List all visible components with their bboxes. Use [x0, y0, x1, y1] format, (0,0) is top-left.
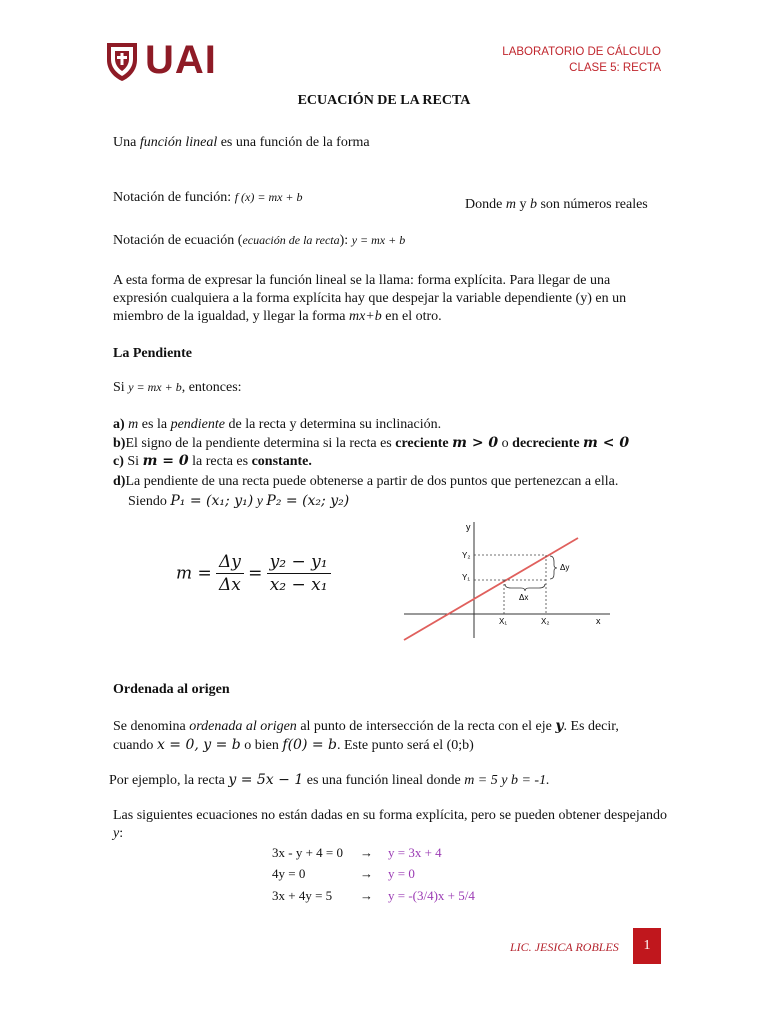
- formula-eq: =: [248, 563, 263, 584]
- notation-equation-close: ):: [339, 233, 352, 248]
- item-b-letter: b): [113, 436, 126, 451]
- explicit-paragraph: [113, 272, 668, 326]
- page-title: ECUACIÓN DE LA RECTA: [297, 93, 471, 108]
- intercept-p2-or: o bien: [240, 738, 283, 753]
- footer-author: LIC. JESICA ROBLES: [510, 940, 619, 954]
- arrow-icon: →: [360, 888, 373, 903]
- item-a-m: m: [124, 417, 139, 432]
- regression-line: [404, 538, 578, 640]
- intercept-line-1: [113, 718, 619, 735]
- fraction-points-num: y₂ − y₁: [267, 552, 331, 574]
- label-dx: Δx: [519, 593, 529, 602]
- item-c-text: Si: [123, 454, 143, 469]
- intercept-p1-prefix: Se denomina: [113, 719, 190, 734]
- example-vals: m = 5 y b = -1.: [464, 773, 550, 788]
- item-b-dec-expr: m < 0: [583, 435, 630, 451]
- item-c-expr: m = 0: [142, 453, 189, 469]
- slope-item-d: [113, 474, 618, 490]
- slope-item-c: [113, 453, 312, 470]
- non-explicit-colon: :: [119, 826, 124, 841]
- where-note: [465, 197, 648, 213]
- where-suffix: son números reales: [536, 197, 648, 212]
- notation-equation: [113, 233, 405, 249]
- formula-lhs: m =: [176, 563, 212, 584]
- item-a-mid: es la: [138, 417, 171, 432]
- fraction-points: [267, 552, 331, 595]
- item-b-grow: creciente: [395, 436, 449, 451]
- equation-row-1: [272, 845, 442, 861]
- y-axis-label: y: [466, 522, 471, 532]
- where-middle: y: [515, 197, 530, 212]
- dx-brace: [505, 584, 545, 591]
- points-and: y: [253, 494, 267, 509]
- explicit-expr: mx+b: [348, 309, 382, 324]
- item-a-term: pendiente: [170, 417, 225, 432]
- intro-line: [113, 135, 370, 151]
- notation-equation-expr: y = mx + b: [351, 233, 406, 247]
- intercept-p1-end: . Es decir,: [563, 719, 619, 734]
- example-expr: y = 5x − 1: [228, 772, 304, 788]
- notation-equation-term: ecuación de la recta: [242, 233, 340, 247]
- notation-function-label: Notación de función:: [113, 190, 235, 205]
- item-a-rest: de la recta y determina su inclinación.: [224, 417, 442, 432]
- label-y2: Y₂: [462, 551, 471, 560]
- label-dy: Δy: [560, 563, 570, 572]
- x-axis-label: x: [596, 616, 601, 626]
- intercept-p1-axis: y: [555, 718, 564, 734]
- intercept-p2-expr2: f(0) = b: [282, 737, 337, 753]
- logo-text: UAI: [145, 38, 217, 82]
- item-a-letter: a): [113, 417, 125, 432]
- dy-brace: [550, 556, 557, 579]
- shield-icon: [105, 40, 139, 82]
- explicit-text: A esta forma de expresar la función lineal se la llama: forma explícita. Para llegar de una expresión cualquiera a la forma explícita hay que despejar la variable dependiente (y) en un miembro de la igualdad, y llegar la forma: [113, 273, 627, 324]
- slope-item-a: [113, 417, 441, 433]
- item-d-text: La pendiente de una recta puede obtenerse a partir de dos puntos que pertenezcan a ella.: [125, 474, 619, 489]
- slope-intro: [113, 380, 242, 396]
- intercept-line-2: [113, 737, 474, 754]
- arrow-icon: →: [360, 845, 373, 860]
- non-explicit-y: y: [113, 826, 120, 841]
- intercept-p1-term: ordenada al origen: [189, 719, 297, 734]
- label-y1: Y₁: [462, 573, 471, 582]
- item-b-dec: decreciente: [512, 436, 580, 451]
- equation-row-2: [272, 866, 415, 882]
- slope-heading: La Pendiente: [113, 346, 192, 361]
- item-b-text: El signo de la pendiente determina si la recta es: [125, 436, 396, 451]
- notation-function: [113, 190, 303, 206]
- intercept-p2-expr1: x = 0, y = b: [156, 737, 241, 753]
- intercept-p1-mid: al punto de intersección de la recta con el eje: [296, 719, 556, 734]
- where-b: b: [529, 197, 537, 212]
- non-explicit-var: [113, 826, 123, 842]
- label-x1: X₁: [499, 617, 508, 626]
- intercept-heading: Ordenada al origen: [113, 682, 230, 697]
- equation-rhs: y = 3x + 4: [388, 845, 442, 860]
- slope-formula: [176, 552, 331, 595]
- course-header: [502, 44, 661, 76]
- example-prefix: Por ejemplo, la recta: [109, 773, 229, 788]
- equation-lhs: 4y = 0: [272, 866, 306, 881]
- label-x2: X₂: [541, 617, 550, 626]
- point-p2: P₂ = (x₂; y₂): [266, 493, 350, 509]
- fraction-points-den: x₂ − x₁: [269, 575, 328, 595]
- slope-item-b: [113, 435, 629, 452]
- equation-lhs: 3x + 4y = 5: [272, 888, 333, 903]
- fraction-delta-num: Δy: [216, 552, 244, 574]
- where-prefix: Donde: [465, 197, 506, 212]
- fraction-delta: [216, 552, 244, 595]
- logo: [105, 38, 235, 84]
- equation-rhs: y = 0: [388, 866, 415, 881]
- point-p1: P₁ = (x₁; y₁): [170, 493, 254, 509]
- explicit-suffix: en el otro.: [381, 309, 442, 324]
- slope-graph: [400, 518, 620, 648]
- example-mid: es una función lineal donde: [306, 773, 465, 788]
- slope-intro-prefix: Si: [113, 380, 129, 395]
- item-c-mid: la recta es: [188, 454, 252, 469]
- arrow-icon: →: [360, 866, 373, 881]
- points-prefix: Siendo: [128, 494, 171, 509]
- points-line: [128, 493, 349, 510]
- notation-function-expr: f (x) = mx + b: [234, 190, 303, 204]
- non-explicit-text: Las siguientes ecuaciones no están dadas en su forma explícita, pero se pueden obtener despejando: [113, 808, 667, 823]
- notation-equation-label: Notación de ecuación (: [113, 233, 243, 248]
- where-m: m: [505, 197, 516, 212]
- intro-term: función lineal: [139, 135, 218, 150]
- example-line: [109, 772, 550, 789]
- intro-prefix: Una: [113, 135, 140, 150]
- course-title: LABORATORIO DE CÁLCULO: [502, 46, 661, 58]
- slope-intro-expr: y = mx + b: [128, 380, 182, 394]
- item-d-letter: d): [113, 474, 126, 489]
- equation-row-3: [272, 888, 475, 904]
- intro-suffix: es una función de la forma: [217, 135, 370, 150]
- class-label: CLASE 5: RECTA: [569, 62, 661, 74]
- intercept-p2-prefix: cuando: [113, 738, 157, 753]
- item-c-term: constante.: [251, 454, 312, 469]
- item-b-grow-expr: m > 0: [452, 435, 499, 451]
- slope-intro-suffix: , entonces:: [181, 380, 242, 395]
- equation-lhs: 3x - y + 4 = 0: [272, 845, 343, 860]
- item-c-letter: c): [113, 454, 124, 469]
- item-b-or: o: [498, 436, 513, 451]
- intercept-p2-end: . Este punto será el (0;b): [337, 738, 474, 753]
- fraction-delta-den: Δx: [219, 575, 241, 595]
- page-number: 1: [633, 928, 661, 964]
- equation-rhs: y = -(3/4)x + 5/4: [388, 888, 475, 903]
